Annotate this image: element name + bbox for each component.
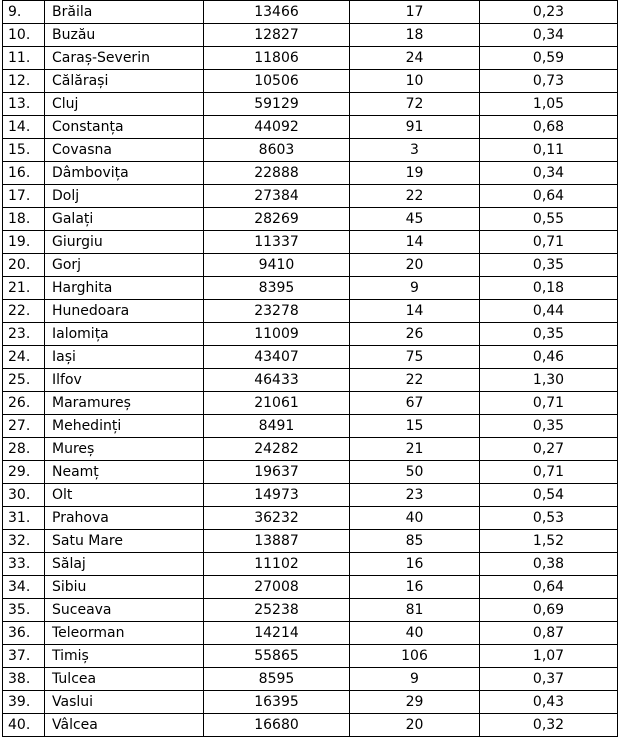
county-name-cell: Caraș-Severin [45, 47, 204, 70]
table-row [3, 1, 618, 24]
county-name-cell: Constanța [45, 116, 204, 139]
value-column-2-cell: 9 [350, 277, 480, 300]
county-name-cell: Timiș [45, 645, 204, 668]
county-name-cell: Vâlcea [45, 714, 204, 737]
value-column-1-cell: 25238 [204, 599, 350, 622]
value-column-2-cell: 106 [350, 645, 480, 668]
row-number-cell: 36. [3, 622, 45, 645]
value-column-3-cell: 1,07 [480, 645, 618, 668]
county-name-cell: Călărași [45, 70, 204, 93]
table-row [3, 323, 618, 346]
row-number-cell: 17. [3, 185, 45, 208]
table-row [3, 93, 618, 116]
row-number-cell: 28. [3, 438, 45, 461]
row-number-cell: 38. [3, 668, 45, 691]
table-row [3, 576, 618, 599]
county-statistics-table [2, 0, 618, 737]
value-column-1-cell: 14214 [204, 622, 350, 645]
value-column-2-cell: 50 [350, 461, 480, 484]
row-number-cell: 35. [3, 599, 45, 622]
value-column-3-cell: 0,38 [480, 553, 618, 576]
county-name-cell: Gorj [45, 254, 204, 277]
value-column-2-cell: 45 [350, 208, 480, 231]
table-row [3, 415, 618, 438]
value-column-3-cell: 0,34 [480, 24, 618, 47]
table-row [3, 507, 618, 530]
table-row [3, 70, 618, 93]
county-name-cell: Mehedinți [45, 415, 204, 438]
value-column-2-cell: 14 [350, 231, 480, 254]
county-name-cell: Buzău [45, 24, 204, 47]
value-column-2-cell: 91 [350, 116, 480, 139]
county-name-cell: Brăila [45, 1, 204, 24]
county-name-cell: Cluj [45, 93, 204, 116]
county-name-cell: Sibiu [45, 576, 204, 599]
county-name-cell: Teleorman [45, 622, 204, 645]
county-name-cell: Ialomița [45, 323, 204, 346]
value-column-1-cell: 8395 [204, 277, 350, 300]
value-column-1-cell: 8603 [204, 139, 350, 162]
county-name-cell: Dâmbovița [45, 162, 204, 185]
county-name-cell: Prahova [45, 507, 204, 530]
value-column-3-cell: 0,87 [480, 622, 618, 645]
value-column-1-cell: 12827 [204, 24, 350, 47]
value-column-3-cell: 0,46 [480, 346, 618, 369]
value-column-2-cell: 18 [350, 24, 480, 47]
county-name-cell: Harghita [45, 277, 204, 300]
value-column-3-cell: 0,68 [480, 116, 618, 139]
table-row [3, 47, 618, 70]
county-name-cell: Suceava [45, 599, 204, 622]
value-column-2-cell: 40 [350, 507, 480, 530]
row-number-cell: 10. [3, 24, 45, 47]
value-column-2-cell: 23 [350, 484, 480, 507]
row-number-cell: 30. [3, 484, 45, 507]
value-column-3-cell: 0,35 [480, 415, 618, 438]
value-column-3-cell: 0,54 [480, 484, 618, 507]
value-column-1-cell: 11337 [204, 231, 350, 254]
value-column-1-cell: 27384 [204, 185, 350, 208]
value-column-3-cell: 0,35 [480, 254, 618, 277]
value-column-3-cell: 0,44 [480, 300, 618, 323]
county-name-cell: Galați [45, 208, 204, 231]
table-row [3, 346, 618, 369]
table-row [3, 438, 618, 461]
value-column-1-cell: 10506 [204, 70, 350, 93]
table-row [3, 392, 618, 415]
county-name-cell: Maramureș [45, 392, 204, 415]
row-number-cell: 15. [3, 139, 45, 162]
value-column-1-cell: 8491 [204, 415, 350, 438]
value-column-2-cell: 24 [350, 47, 480, 70]
row-number-cell: 25. [3, 369, 45, 392]
table-row [3, 139, 618, 162]
row-number-cell: 34. [3, 576, 45, 599]
row-number-cell: 19. [3, 231, 45, 254]
table-row [3, 530, 618, 553]
table-row [3, 208, 618, 231]
row-number-cell: 29. [3, 461, 45, 484]
value-column-1-cell: 23278 [204, 300, 350, 323]
county-name-cell: Sălaj [45, 553, 204, 576]
row-number-cell: 14. [3, 116, 45, 139]
value-column-3-cell: 0,71 [480, 392, 618, 415]
county-name-cell: Giurgiu [45, 231, 204, 254]
county-name-cell: Vaslui [45, 691, 204, 714]
row-number-cell: 33. [3, 553, 45, 576]
table-row [3, 461, 618, 484]
county-name-cell: Neamț [45, 461, 204, 484]
value-column-1-cell: 8595 [204, 668, 350, 691]
value-column-1-cell: 16395 [204, 691, 350, 714]
value-column-2-cell: 20 [350, 254, 480, 277]
value-column-1-cell: 16680 [204, 714, 350, 737]
row-number-cell: 16. [3, 162, 45, 185]
table-row [3, 300, 618, 323]
table-row [3, 369, 618, 392]
value-column-3-cell: 0,71 [480, 461, 618, 484]
value-column-2-cell: 29 [350, 691, 480, 714]
row-number-cell: 23. [3, 323, 45, 346]
value-column-2-cell: 3 [350, 139, 480, 162]
table-row [3, 691, 618, 714]
county-name-cell: Tulcea [45, 668, 204, 691]
value-column-2-cell: 16 [350, 576, 480, 599]
value-column-2-cell: 21 [350, 438, 480, 461]
value-column-1-cell: 11009 [204, 323, 350, 346]
table-body [3, 1, 618, 737]
row-number-cell: 20. [3, 254, 45, 277]
value-column-1-cell: 11806 [204, 47, 350, 70]
value-column-3-cell: 0,35 [480, 323, 618, 346]
row-number-cell: 37. [3, 645, 45, 668]
county-name-cell: Covasna [45, 139, 204, 162]
value-column-3-cell: 0,23 [480, 1, 618, 24]
value-column-2-cell: 85 [350, 530, 480, 553]
value-column-3-cell: 0,43 [480, 691, 618, 714]
value-column-3-cell: 0,27 [480, 438, 618, 461]
value-column-1-cell: 14973 [204, 484, 350, 507]
value-column-3-cell: 1,05 [480, 93, 618, 116]
value-column-2-cell: 16 [350, 553, 480, 576]
value-column-3-cell: 0,18 [480, 277, 618, 300]
county-name-cell: Ilfov [45, 369, 204, 392]
table-row [3, 162, 618, 185]
value-column-1-cell: 46433 [204, 369, 350, 392]
table-row [3, 277, 618, 300]
row-number-cell: 24. [3, 346, 45, 369]
county-name-cell: Satu Mare [45, 530, 204, 553]
value-column-2-cell: 40 [350, 622, 480, 645]
row-number-cell: 31. [3, 507, 45, 530]
value-column-3-cell: 1,30 [480, 369, 618, 392]
county-name-cell: Hunedoara [45, 300, 204, 323]
value-column-2-cell: 67 [350, 392, 480, 415]
value-column-3-cell: 0,59 [480, 47, 618, 70]
value-column-3-cell: 0,34 [480, 162, 618, 185]
value-column-2-cell: 10 [350, 70, 480, 93]
table-row [3, 622, 618, 645]
value-column-1-cell: 59129 [204, 93, 350, 116]
value-column-3-cell: 0,32 [480, 714, 618, 737]
row-number-cell: 32. [3, 530, 45, 553]
value-column-2-cell: 72 [350, 93, 480, 116]
value-column-1-cell: 9410 [204, 254, 350, 277]
value-column-2-cell: 26 [350, 323, 480, 346]
table-row [3, 668, 618, 691]
value-column-1-cell: 27008 [204, 576, 350, 599]
value-column-3-cell: 0,71 [480, 231, 618, 254]
value-column-2-cell: 9 [350, 668, 480, 691]
value-column-1-cell: 36232 [204, 507, 350, 530]
table-row [3, 714, 618, 737]
value-column-1-cell: 24282 [204, 438, 350, 461]
row-number-cell: 18. [3, 208, 45, 231]
value-column-1-cell: 55865 [204, 645, 350, 668]
value-column-3-cell: 1,52 [480, 530, 618, 553]
value-column-1-cell: 11102 [204, 553, 350, 576]
table-row [3, 553, 618, 576]
value-column-2-cell: 75 [350, 346, 480, 369]
value-column-2-cell: 14 [350, 300, 480, 323]
value-column-2-cell: 22 [350, 369, 480, 392]
table-row [3, 185, 618, 208]
row-number-cell: 39. [3, 691, 45, 714]
row-number-cell: 27. [3, 415, 45, 438]
row-number-cell: 22. [3, 300, 45, 323]
value-column-3-cell: 0,73 [480, 70, 618, 93]
value-column-2-cell: 81 [350, 599, 480, 622]
value-column-2-cell: 19 [350, 162, 480, 185]
value-column-3-cell: 0,64 [480, 185, 618, 208]
county-name-cell: Olt [45, 484, 204, 507]
table-row [3, 231, 618, 254]
table-row [3, 484, 618, 507]
row-number-cell: 21. [3, 277, 45, 300]
table-row [3, 116, 618, 139]
value-column-1-cell: 43407 [204, 346, 350, 369]
value-column-1-cell: 44092 [204, 116, 350, 139]
table-row [3, 24, 618, 47]
value-column-1-cell: 21061 [204, 392, 350, 415]
table-row [3, 645, 618, 668]
table-row [3, 599, 618, 622]
value-column-2-cell: 17 [350, 1, 480, 24]
table-row [3, 254, 618, 277]
row-number-cell: 13. [3, 93, 45, 116]
row-number-cell: 40. [3, 714, 45, 737]
value-column-3-cell: 0,37 [480, 668, 618, 691]
value-column-3-cell: 0,55 [480, 208, 618, 231]
value-column-1-cell: 19637 [204, 461, 350, 484]
row-number-cell: 26. [3, 392, 45, 415]
value-column-2-cell: 22 [350, 185, 480, 208]
value-column-3-cell: 0,69 [480, 599, 618, 622]
value-column-1-cell: 13466 [204, 1, 350, 24]
value-column-1-cell: 28269 [204, 208, 350, 231]
value-column-3-cell: 0,11 [480, 139, 618, 162]
county-name-cell: Mureș [45, 438, 204, 461]
row-number-cell: 9. [3, 1, 45, 24]
value-column-1-cell: 22888 [204, 162, 350, 185]
value-column-1-cell: 13887 [204, 530, 350, 553]
value-column-2-cell: 15 [350, 415, 480, 438]
value-column-3-cell: 0,53 [480, 507, 618, 530]
value-column-3-cell: 0,64 [480, 576, 618, 599]
row-number-cell: 11. [3, 47, 45, 70]
row-number-cell: 12. [3, 70, 45, 93]
county-name-cell: Dolj [45, 185, 204, 208]
value-column-2-cell: 20 [350, 714, 480, 737]
county-name-cell: Iași [45, 346, 204, 369]
